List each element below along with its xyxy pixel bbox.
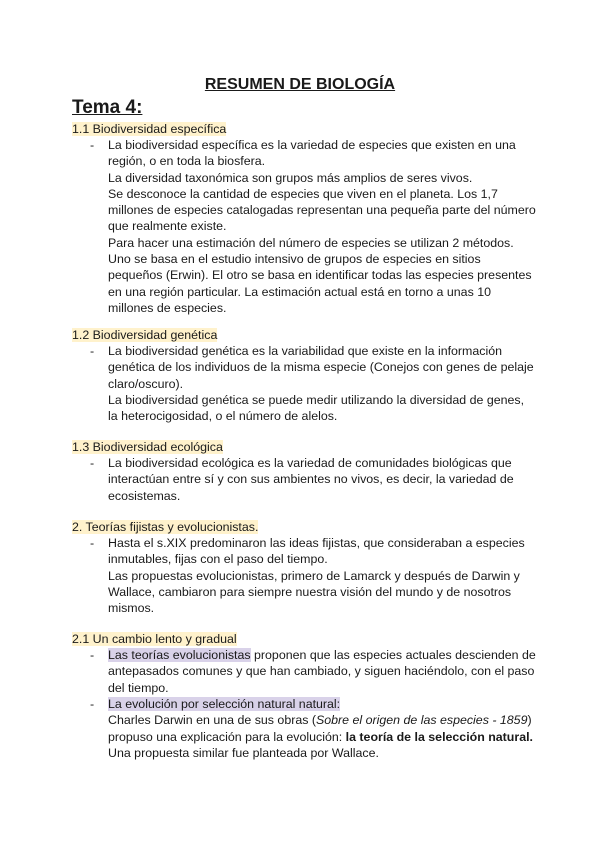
section-heading-2-1: 2.1 Un cambio lento y gradual [72, 632, 237, 646]
section-heading-1-3: 1.3 Biodiversidad ecológica [72, 440, 223, 454]
highlighted-term: Las teorías evolucionistas [108, 648, 251, 662]
bullet-dash: - [90, 344, 95, 358]
book-title: Sobre el origen de las especies - 1859 [316, 713, 528, 728]
paragraph-2-1-a: Las teorías evolucionistas proponen que las especies actuales descienden de antepasados comunes y que han cambiado, y siguen haciéndolo, con el paso del tiempo. [108, 648, 536, 695]
highlighted-term: La evolución por selección natural natural: [108, 697, 341, 711]
bullet-dash: - [90, 648, 95, 662]
chapter-heading: Tema 4: [72, 97, 143, 118]
paragraph-2: Hasta el s.XIX predominaron las ideas fijistas, que consideraban a especies inmutables, fijas con el paso del tiempo. Las propuestas evolucionistas, primero de Lamarck y después de Darwin y Wallace, cambiaron para siempre nuestra visión del mundo y de nosotros mismos. [108, 536, 525, 616]
paragraph-2-1-b: La evolución por selección natural natural: Charles Darwin en una de sus obras (Sobre el origen de las especies - 1859) propuso una explicación para la evolución: la teoría de la selección natural. Una propuesta similar fue planteada por Wallace. [108, 697, 533, 760]
bullet-dash: - [90, 456, 95, 470]
section-heading-2: 2. Teorías fijistas y evolucionistas. [72, 520, 259, 534]
paragraph-1-2: La biodiversidad genética es la variabilidad que existe en la información genética de los individuos de la misma especie (Conejos con genes de pelaje claro/oscuro). La biodiversidad genética se puede medir utilizando la diversidad de genes, la heterocigosidad, o el número de alelos. [108, 344, 534, 424]
bullet-dash: - [90, 536, 95, 550]
bold-term: la teoría de la selección natural. [345, 729, 533, 744]
bullet-dash: - [90, 138, 95, 152]
paragraph-1-1: La biodiversidad específica es la variedad de especies que existen en una región, o en toda la biosfera. La diversidad taxonómica son grupos más amplios de seres vivos. Se desconoce la cantidad de especies que viven en el planeta. Los 1,7 millones de especies catalogadas representan una pequeña parte del número que realmente existe. Para hacer una estimación del número de especies se utilizan 2 métodos. Uno se basa en el estudio intensivo de grupos de especies en sitios pequeños (Erwin). El otro se basa en identificar todas las especies presentes en una región particular. La estimación actual está en torno a unas 10 millones de especies. [108, 138, 536, 315]
section-heading-1-1: 1.1 Biodiversidad específica [72, 122, 227, 136]
document-title: RESUMEN DE BIOLOGÍA [204, 76, 396, 93]
paragraph-1-3: La biodiversidad ecológica es la variedad de comunidades biológicas que interactúan entre sí y con sus ambientes no vivos, es decir, la variedad de ecosistemas. [108, 456, 514, 503]
bullet-dash: - [90, 697, 95, 711]
section-heading-1-2: 1.2 Biodiversidad genética [72, 328, 218, 342]
